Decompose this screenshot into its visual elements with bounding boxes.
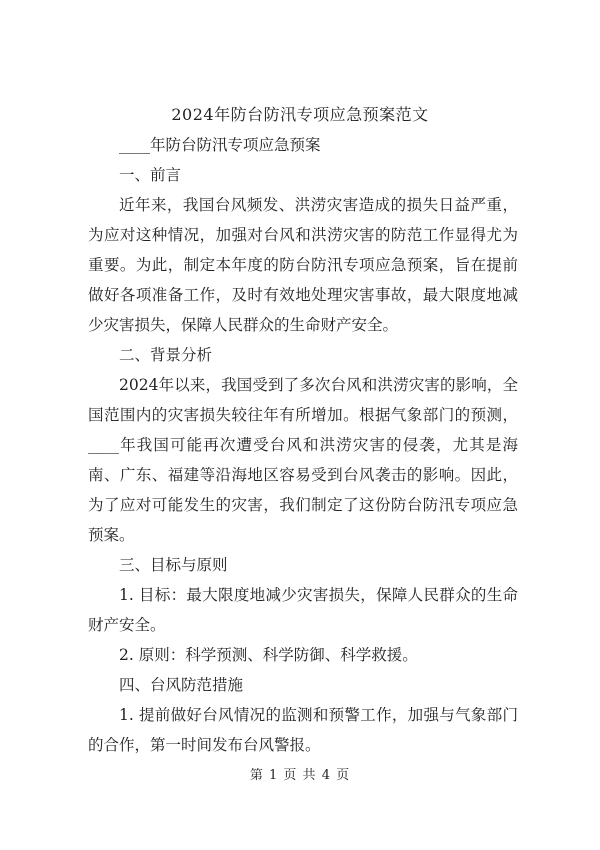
- document-body: [88, 130, 518, 760]
- plan-heading: ____年防台防汛专项应急预案: [119, 136, 321, 154]
- section-heading-background: 二、背景分析: [119, 346, 213, 364]
- paragraph-background: 2024年以来，我国受到了多次台风和洪涝灾害的影响，全国范围内的灾害损失较往年有所增加。根据气象部门的预测，____年我国可能再次遭受台风和洪涝灾害的侵袭，尤其是海南、广东、福建等沿海地区容易受到台风袭击的影响。因此，为了应对可能发生的灾害，我们制定了这份防台防汛专项应急预案。: [88, 376, 518, 544]
- section-heading-goals: 三、目标与原则: [119, 556, 228, 574]
- section-heading-preface: 一、前言: [119, 166, 182, 184]
- paragraph-principle: 2. 原则：科学预测、科学防御、科学救援。: [119, 646, 418, 664]
- paragraph-goal: 1. 目标：最大限度地减少灾害损失，保障人民群众的生命财产安全。: [88, 586, 518, 634]
- paragraph-measure-1: 1. 提前做好台风情况的监测和预警工作，加强与气象部门的合作，第一时间发布台风警报。: [88, 706, 518, 754]
- document-title: 2024年防台防汛专项应急预案范文: [171, 105, 429, 124]
- paragraph-preface: 近年来，我国台风频发、洪涝灾害造成的损失日益严重，为应对这种情况，加强对台风和洪涝灾害的防范工作显得尤为重要。为此，制定本年度的防台防汛专项应急预案，旨在提前做好各项准备工作，及时有效地处理灾害事故，最大限度地减少灾害损失，保障人民群众的生命财产安全。: [88, 196, 518, 334]
- section-heading-typhoon-measures: 四、台风防范措施: [119, 676, 244, 694]
- page-footer: 第 1 页 共 4 页: [249, 768, 351, 783]
